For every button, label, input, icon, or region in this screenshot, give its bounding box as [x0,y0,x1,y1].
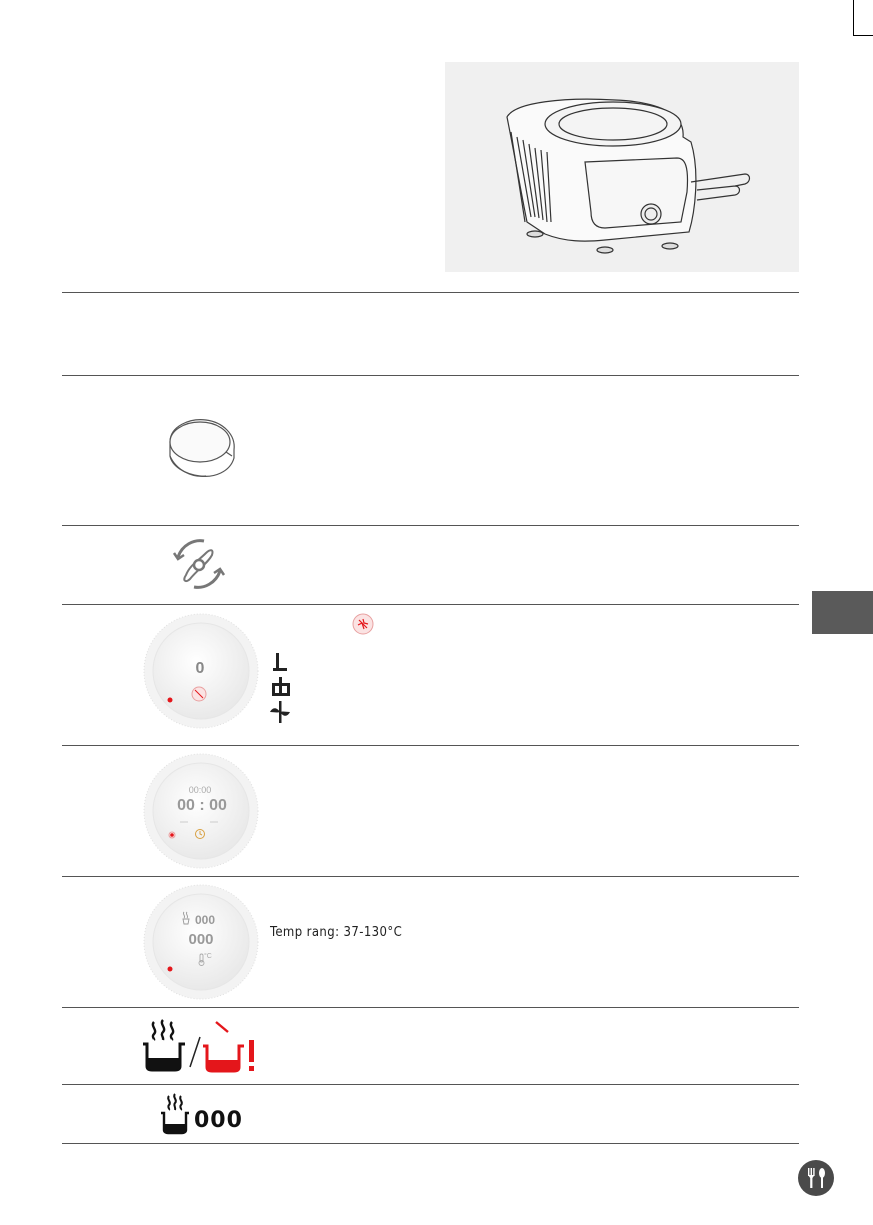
steam-value: 000 [195,913,216,927]
chapter-tab [812,591,873,634]
speed-value: 0 [195,660,205,677]
cutlery-logo-icon [798,1160,834,1196]
row-divider [62,876,799,877]
steam-pot-icon [142,1018,186,1072]
timer-small-readout: 00:00 [188,785,212,795]
timer-seconds: 00 [209,797,227,814]
blade-stop-icon [352,613,374,635]
blade-icon [268,700,292,724]
row-divider [62,525,799,526]
temperature-value: 000 [188,931,214,948]
timer-separator: : [199,797,205,814]
steam-counter-icon [160,1093,190,1135]
row-divider [62,1143,799,1144]
temperature-unit: °C [204,953,212,960]
thermometer-icon [199,954,205,966]
knob-illustration [160,412,242,484]
steam-alert-icon [202,1018,260,1074]
timer-readout [172,797,232,815]
crop-mark-horizontal [853,35,873,36]
temperature-range-label: Temp rang: 37-130°C [270,925,403,940]
rotation-icon [168,535,230,593]
row-divider [62,745,799,746]
row-divider [62,1007,799,1008]
row-divider [62,604,799,605]
timer-icon [194,826,206,838]
steam-counter-value: 000 [194,1108,243,1133]
kneader-icon [270,677,292,699]
appliance-illustration [445,62,799,272]
row-divider [62,375,799,376]
whisk-icon [270,652,290,674]
row-divider [62,292,799,293]
timer-minutes: 00 [177,797,195,814]
row-divider [62,1084,799,1085]
slash-divider [188,1035,202,1069]
crop-mark-vertical [853,0,854,36]
